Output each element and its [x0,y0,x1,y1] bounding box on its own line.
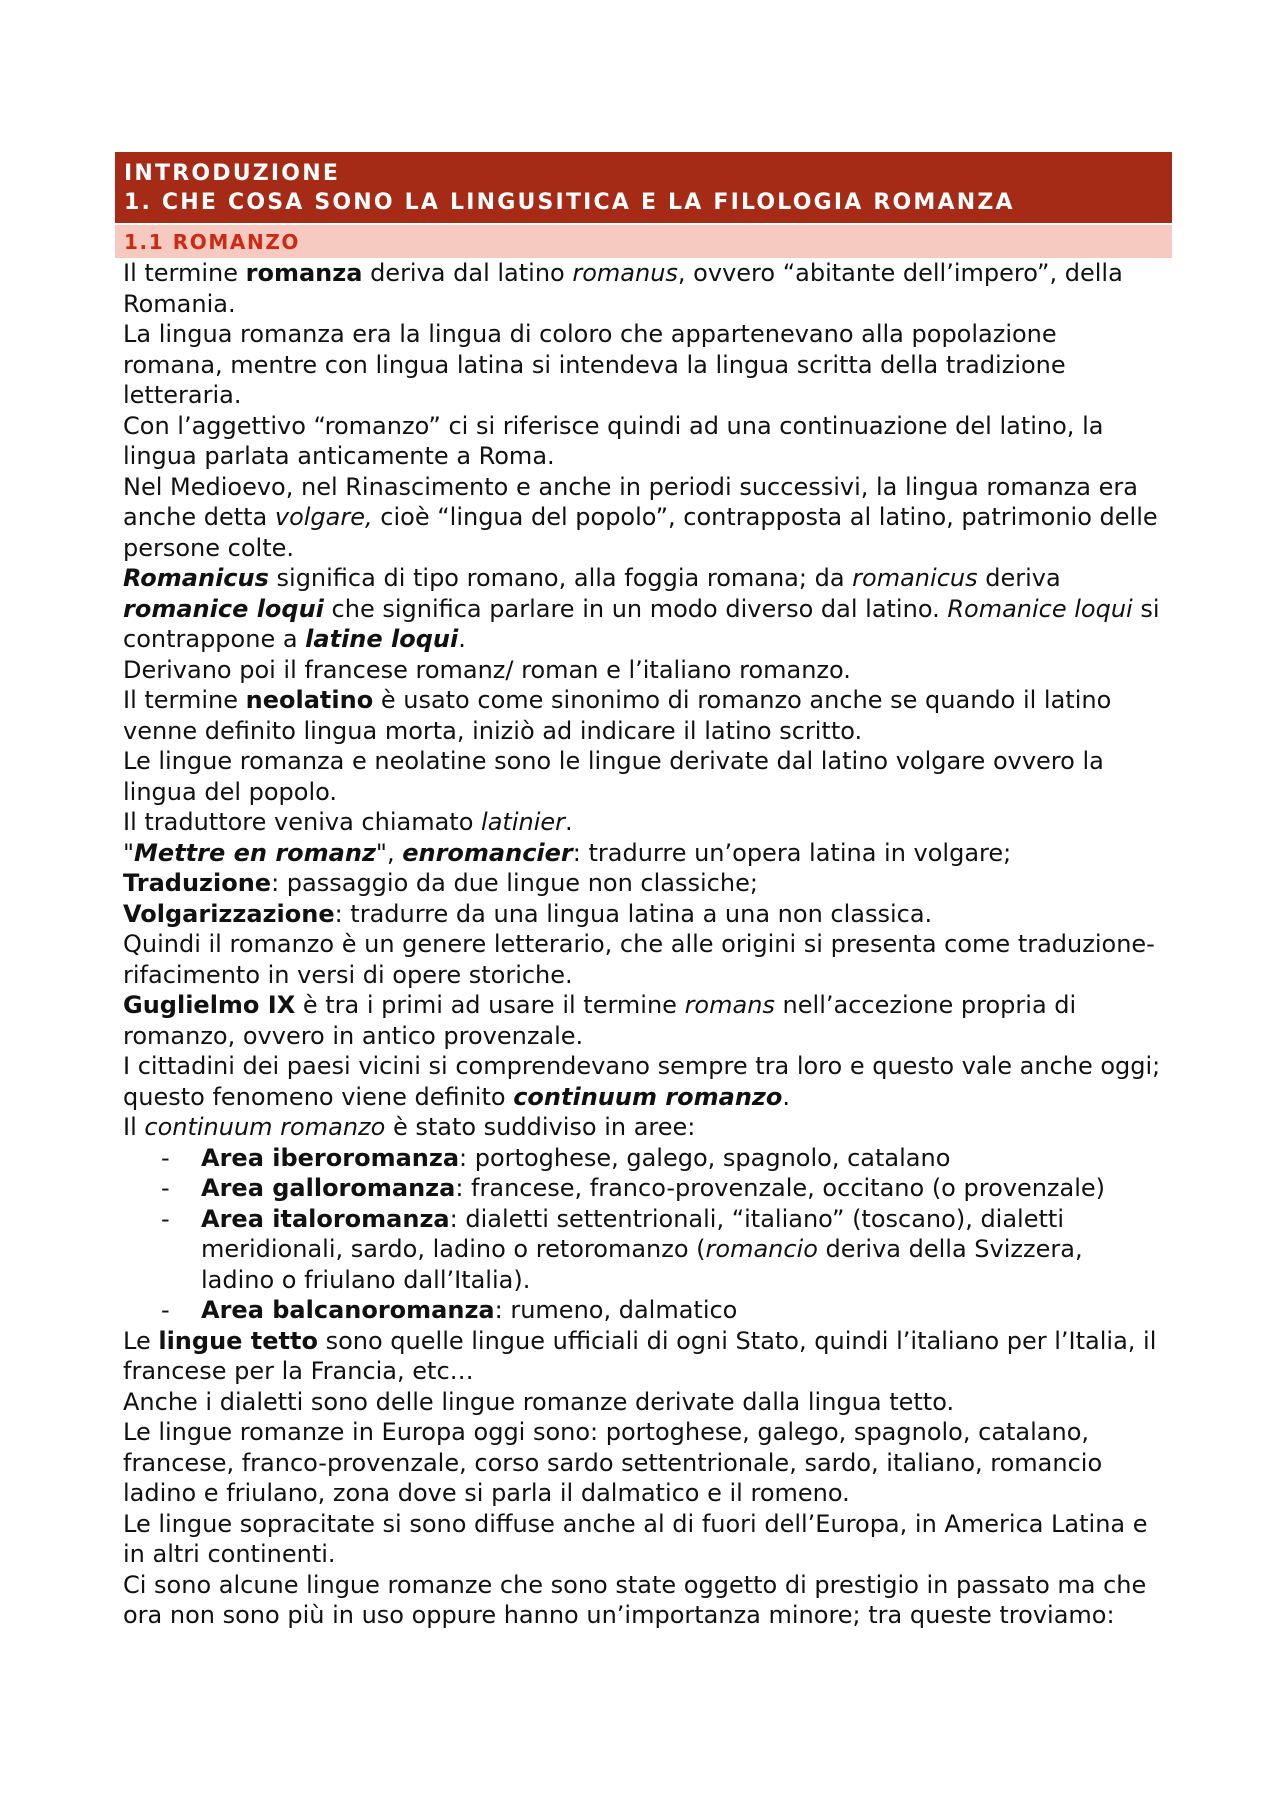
document-body [115,258,1172,1631]
bold-term: lingue tetto [158,1326,318,1355]
text-run: deriva [977,564,1061,592]
paragraph-romanicus [123,563,1163,655]
paragraph-aggettivo-romanzo: Con l’aggettivo “romanzo” ci si riferisce quindi ad una continuazione del latino, la lingua parlata anticamente a Roma. [123,411,1104,470]
italic-term: romancio [705,1235,818,1263]
paragraph-lingue-tetto [123,1326,1163,1387]
paragraph-volgarizzazione [123,899,1163,930]
paragraph-diffusione: Le lingue sopracitate si sono diffuse anche al di fuori dell’Europa, in America Latina e in altri continenti. [123,1509,1148,1568]
bold-term: Area galloromanza [201,1174,456,1202]
text-run: che significa parlare in un modo diverso dal latino. [323,594,948,623]
italic-term: latinier [481,808,565,836]
paragraph-termine-romanza [123,258,1163,319]
list-item [201,1143,1163,1174]
list-item [201,1204,1163,1296]
bold-term: Area italoromanza [201,1204,450,1233]
text-run: ", [375,838,403,867]
paragraph-dialetti: Anche i dialetti sono delle lingue romanze derivate dalla lingua tetto. [123,1387,955,1416]
heading-line-chapter-title: 1. CHE COSA SONO LA LINGUSITICA E LA FILOLOGIA ROMANZA [124,190,1015,215]
bold-term: romanza [245,259,363,287]
text-run: : passaggio da due lingue non classiche; [271,869,758,897]
bold-term: Guglielmo IX [123,991,296,1019]
list-item [201,1295,1163,1326]
paragraph-guglielmo [123,990,1163,1051]
text-run: Le [123,1326,159,1355]
paragraph-medioevo [123,472,1163,564]
bold-term: Volgarizzazione [123,899,335,928]
text-run: . [565,808,573,836]
bold-term: Traduzione [123,869,272,897]
text-run: Il termine [123,259,246,287]
text-run: Il traduttore veniva chiamato [123,808,482,836]
italic-term: volgare, [274,503,373,531]
paragraph-prestigio: Ci sono alcune lingue romanze che sono state oggetto di prestigio in passato ma che ora non sono più in uso oppure hanno un’importanza minore; tra queste troviamo: [123,1570,1147,1629]
text-run: : dialetti settentrionali, “italiano” (toscano), dialetti meridionali, sardo, ladino o retoromanzo ( [201,1204,1064,1263]
text-run: sono quelle lingue ufficiali di ogni Stato, quindi l’italiano per l’Italia, il francese per la Francia, etc… [123,1326,1157,1385]
section-heading: 1.1 ROMANZO [115,225,1172,258]
text-run: " [123,838,135,867]
text-run: : tradurre un’opera latina in volgare; [572,838,1012,867]
heading-line-introduzione: INTRODUZIONE [124,161,341,186]
text-run: deriva dal latino [362,259,573,287]
bold-term: Area iberoromanza [201,1143,460,1172]
text-run: : francese, franco-provenzale, occitano (o provenzale) [455,1174,1106,1202]
chapter-heading [115,152,1172,223]
bold-italic-term: enromancier [402,838,573,867]
paragraph-cittadini [123,1051,1163,1112]
paragraph-lingue-europa: Le lingue romanze in Europa oggi sono: portoghese, galego, spagnolo, catalano, francese, franco-provenzale, corso sardo settentrionale, sardo, italiano, romancio ladino e friulano, zona dove si parla il dalmatico e il romeno. [123,1418,1103,1507]
text-run: nell’accezione propria di romanzo, ovvero in antico provenzale. [123,991,1077,1050]
paragraph-continuum [123,1112,1163,1143]
bold-term: Area balcanoromanza [201,1296,495,1324]
bold-italic-term: continuum romanzo [513,1082,783,1111]
document-page [115,152,1172,1631]
italic-term: continuum romanzo [144,1113,386,1141]
text-run: Nel Medioevo, nel Rinascimento e anche in periodi successivi, la lingua romanza era anche detta [123,472,1138,531]
bold-italic-term: romanice loqui [123,594,324,623]
text-run: : tradurre da una lingua latina a una non classica. [334,899,933,928]
text-run: deriva della Svizzera, ladino o friulano dall’Italia). [201,1235,1083,1294]
text-run: è usato come sinonimo di romanzo anche se quando il latino venne definito lingua morta, iniziò ad indicare il latino scritto. [123,686,1112,745]
text-run: : rumeno, dalmatico [494,1296,738,1324]
text-run: è tra i primi ad usare il termine [295,991,685,1019]
bold-term: neolatino [245,686,374,714]
paragraph-lingua-romanza: La lingua romanza era la lingua di coloro che appartenevano alla popolazione romana, mentre con lingua latina si intendeva la lingua scritta della tradizione letteraria. [123,320,1066,409]
text-run: : portoghese, galego, spagnolo, catalano [459,1143,951,1172]
text-run: si contrappone a [123,594,1160,653]
paragraph-genere-letterario: Quindi il romanzo è un genere letterario, che alle origini si presenta come traduzione-rifacimento in versi di opere storiche. [123,930,1155,989]
bold-italic-term: Mettre en romanz [134,838,376,867]
text-run: . [458,625,466,653]
paragraph-mettre-en-romanz [123,838,1163,869]
text-run: significa di tipo romano, alla foggia romana; da [268,564,853,592]
text-run: è stato suddiviso in aree: [385,1113,696,1141]
text-run: . [782,1082,791,1111]
paragraph-derivano: Derivano poi il francese romanz/ roman e l’italiano romanzo. [123,655,851,684]
italic-term: romans [684,991,775,1019]
paragraph-traduttore [123,807,1163,838]
paragraph-neolatino [123,685,1163,746]
text-run: Il [123,1113,145,1141]
bold-italic-term: latine loqui [305,625,459,653]
areas-list [123,1143,1163,1326]
bold-italic-term: Romanicus [123,564,269,592]
paragraph-lingue-neolatine: Le lingue romanza e neolatine sono le lingue derivate dal latino volgare ovvero la lingua del popolo. [123,747,1104,806]
italic-term: Romanice loqui [947,594,1133,623]
text-run: cioè “lingua del popolo”, contrapposta al latino, patrimonio delle persone colte. [123,503,1158,562]
text-run: , ovvero “abitante dell’impero”, della Romania. [123,259,1123,318]
italic-term: romanus [572,259,678,287]
paragraph-traduzione [123,868,1163,899]
text-run: Il termine [123,686,246,714]
list-item [201,1173,1163,1204]
italic-term: romanicus [852,564,978,592]
text-run: I cittadini dei paesi vicini si comprendevano sempre tra loro e questo vale anche oggi; questo fenomeno viene definito [123,1052,1161,1111]
